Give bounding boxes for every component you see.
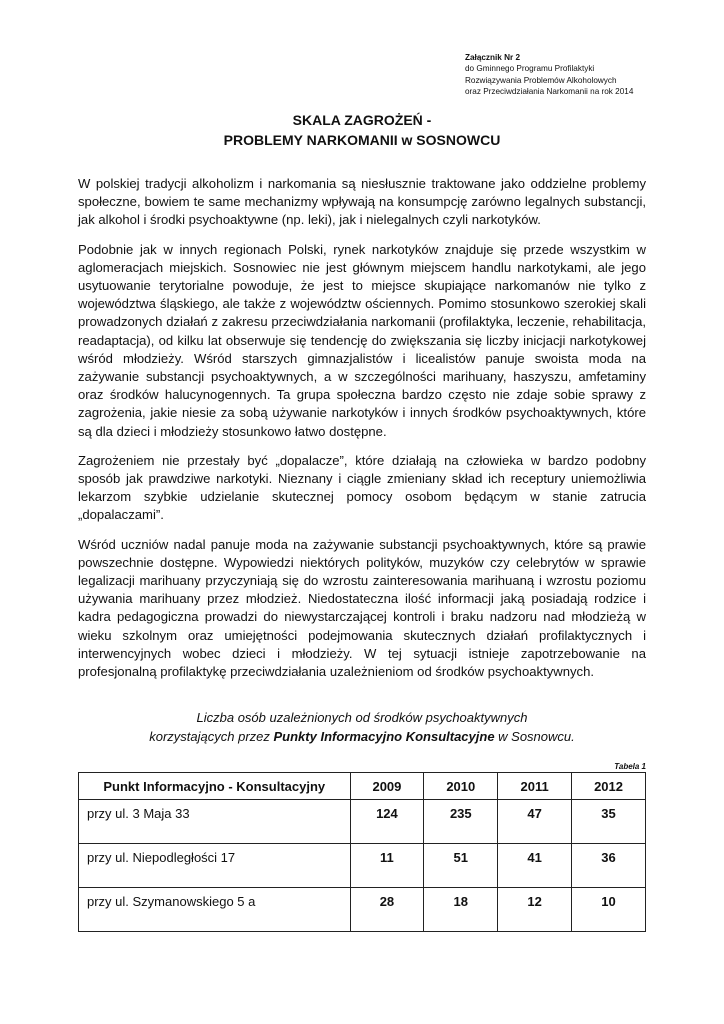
header-cell-2009: 2009 (350, 773, 424, 800)
table-label: Tabela 1 (614, 762, 646, 771)
paragraph-2: Podobnie jak w innych regionach Polski, rynek narkotyków znajduje się przede wszystkim w aglomeracjach miejskich. Sosnowiec nie jest głównym miejscem handlu narkotykami, ale jego usytuowanie terytorialne powoduje, że jest to miejsce skupiające narkomanów nie tylko z województwa śląskiego, ale także z województw ościennych. Pomimo stosunkowo szerokiej skali prowadzonych działań z zakresu przeciwdziałania narkomanii (profilaktyka, leczenie, rehabilitacja, readaptacja), od kilku lat obserwuje się tendencję do zwiększania się liczby inicjacji narkotykowej wśród młodzieży. Wśród starszych gimnazjalistów i licealistów panuje swoista moda na zażywanie substancji psychoaktywnych, a w szczególności marihuany, haszyszu, amfetaminy oraz środków halucynogennych. Ta grupa społeczna bardzo często nie zdaje sobie sprawy z zagrożenia, jakie niesie za sobą używanie narkotyków i innych środków psychoaktywnych, które są dla dzieci i młodzieży stosunkowo łatwo dostępne. (78, 241, 646, 439)
table-caption (0, 708, 724, 746)
value-cell: 11 (350, 844, 424, 888)
value-cell: 51 (424, 844, 498, 888)
annex-line-3: Rozwiązywania Problemów Alkoholowych (465, 75, 617, 85)
row-name-cell: przy ul. Niepodległości 17 (79, 844, 351, 888)
row-name-cell: przy ul. Szymanowskiego 5 a (79, 888, 351, 932)
value-cell: 12 (498, 888, 572, 932)
header-cell-2010: 2010 (424, 773, 498, 800)
annex-line-4: oraz Przeciwdziałania Narkomanii na rok 2014 (465, 87, 634, 97)
value-cell: 18 (424, 888, 498, 932)
value-cell: 124 (350, 800, 424, 844)
table-row (79, 800, 646, 844)
document-body (78, 175, 646, 692)
annex-header (465, 52, 633, 98)
value-cell: 10 (572, 888, 646, 932)
value-cell: 35 (572, 800, 646, 844)
row-name-cell: przy ul. 3 Maja 33 (79, 800, 351, 844)
caption-line-1: Liczba osób uzależnionych od środków psychoaktywnych (196, 710, 528, 725)
value-cell: 36 (572, 844, 646, 888)
table-row (79, 844, 646, 888)
header-cell-2012: 2012 (572, 773, 646, 800)
header-cell-point: Punkt Informacyjno - Konsultacyjny (79, 773, 351, 800)
caption-bold: Punkty Informacyjno Konsultacyjne (273, 729, 495, 744)
annex-line-2: do Gminnego Programu Profilaktyki (465, 64, 595, 74)
value-cell: 28 (350, 888, 424, 932)
table-header-row (79, 773, 646, 800)
paragraph-4: Wśród uczniów nadal panuje moda na zażywanie substancji psychoaktywnych, które są prawie powszechnie dostępne. Wypowiedzi niektórych polityków, muzyków czy celebrytów w sprawie legalizacji marihuany przyczyniają się do wzrostu zainteresowania marihuaną i wzrostu poziomu używania marihuany przez młodzież. Niedostateczna ilość informacji jaką posiadają rodzice i kadra pedagogiczna prowadzi do niewystarczającej kontroli i braku nadzoru nad młodzieżą w wieku szkolnym oraz umiejętności podejmowania skutecznych działań profilaktycznych i interwencyjnych wobec dzieci i młodzieży. W tej sytuacji istnieje zapotrzebowanie na profesjonalną profilaktykę przeciwdziałania uzależnieniom od środków psychoaktywnych. (78, 536, 646, 680)
title-line-2: PROBLEMY NARKOMANII w SOSNOWCU (223, 132, 501, 148)
table-row (79, 888, 646, 932)
title-line-1: SKALA ZAGROŻEŃ - (292, 112, 432, 128)
value-cell: 41 (498, 844, 572, 888)
paragraph-3: Zagrożeniem nie przestały być „dopalacze”, które działają na człowieka w bardzo podobny sposób jak prawdziwe narkotyki. Nieznany i ciągle zmieniany skład ich receptury uniemożliwia lekarzom szybkie udzielanie skutecznej pomocy osobom będącym w stanie zatrucia „dopalaczami”. (78, 452, 646, 523)
caption-post: w Sosnowcu. (494, 729, 575, 744)
value-cell: 47 (498, 800, 572, 844)
caption-line-2 (0, 727, 724, 746)
value-cell: 235 (424, 800, 498, 844)
annex-number: Załącznik Nr 2 (465, 53, 521, 62)
data-table (78, 772, 646, 932)
document-title (0, 110, 724, 150)
caption-pre: korzystających przez (149, 729, 274, 744)
paragraph-1: W polskiej tradycji alkoholizm i narkomania są niesłusznie traktowane jako oddzielne problemy społeczne, bowiem te same mechanizmy wpływają na konsumpcję zarówno legalnych substancji, jak alkohol i środki psychoaktywne (np. leki), jak i nielegalnych czyli narkotyków. (78, 176, 646, 228)
header-cell-2011: 2011 (498, 773, 572, 800)
